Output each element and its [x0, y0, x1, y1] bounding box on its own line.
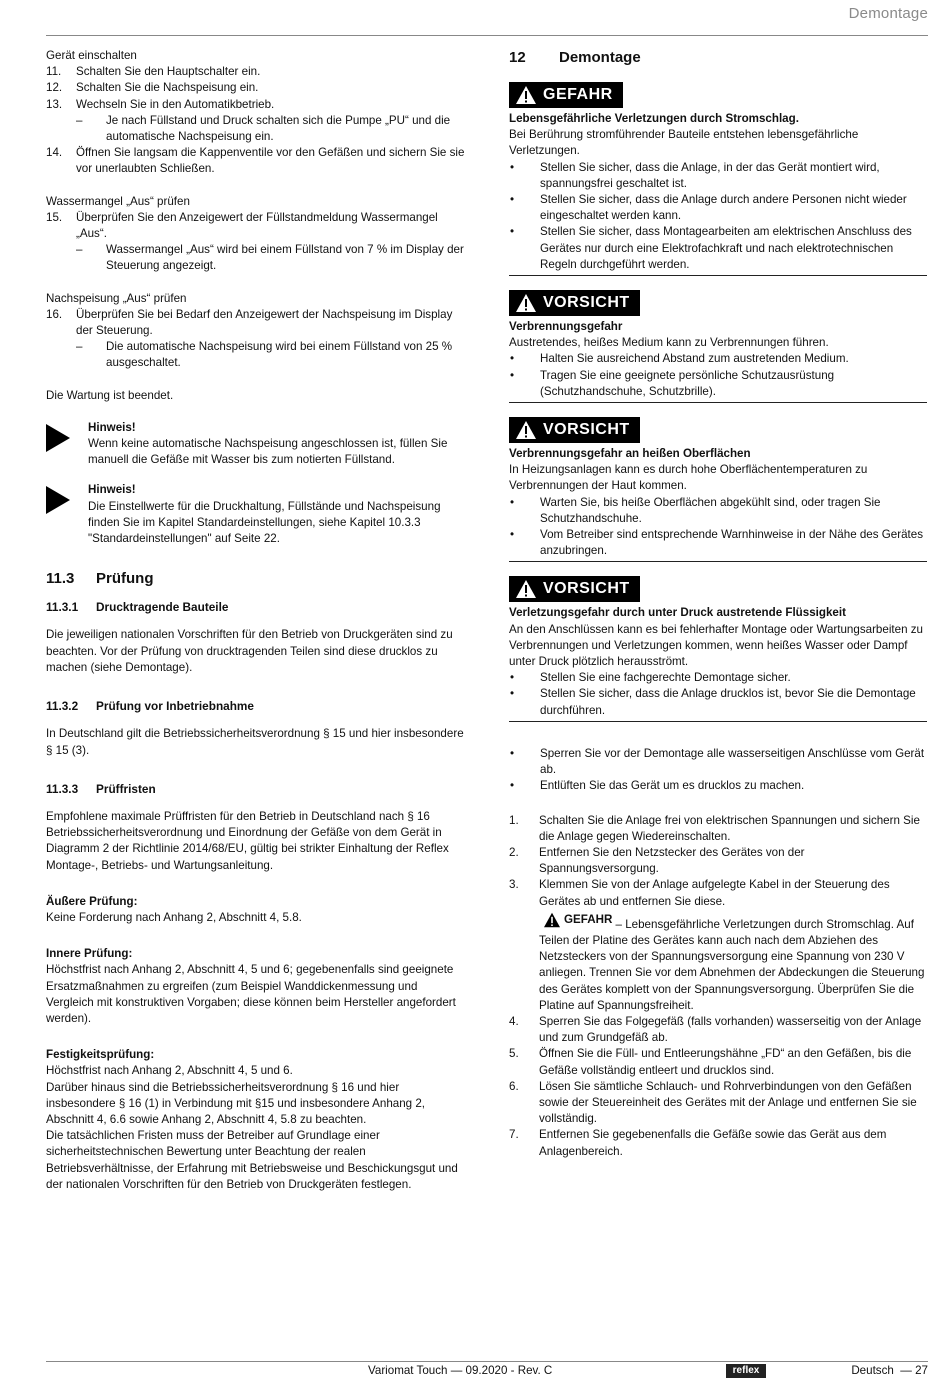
warning-triangle-icon — [515, 420, 537, 440]
inline-warning-label: GEFAHR — [539, 912, 612, 928]
list-item: 3. Klemmen Sie von der Anlage aufgelegte Kabel in der Steuerung des Gerätes ab und entfernen Sie diese. — [509, 878, 890, 908]
list-item: 2. Entfernen Sie den Netzstecker des Gerätes von der Spannungsversorgung. — [509, 845, 805, 876]
warning-text: Bei Berührung stromführender Bauteile entstehen lebensgefährliche Verletzungen. — [509, 128, 859, 158]
warning-title: Lebensgefährliche Verletzungen durch Stromschlag. — [509, 112, 799, 125]
paragraph: Höchstfrist nach Anhang 2, Abschnitt 4, 5 und 6. — [46, 1064, 293, 1078]
list-item: 15. Überprüfen Sie den Anzeigewert der Füllstandmeldung Wassermangel „Aus“. — [46, 210, 438, 241]
list-subitem: – Je nach Füllstand und Druck schalten sich die Pumpe „PU“ und die automatische Nachspeisung ein. — [76, 113, 451, 144]
subsection-heading: 11.3.1 Drucktragende Bauteile — [46, 600, 229, 615]
paragraph: Die tatsächlichen Fristen muss der Betreiber auf Grundlage einer sicherheitstechnischen Bewertung unter Beachtung der realen Betriebsverhältnisse, der Erfahrung mit Betriebsweise und Beschickungsgut und der nationalen Vorschriften für den Betrieb von Druckgeräten festlegen. — [46, 1129, 458, 1191]
list-subitem: – Die automatische Nachspeisung wird bei einem Füllstand von 25 % ausgeschaltet. — [76, 340, 453, 370]
list-item: • Tragen Sie eine geeignete persönliche Schutzausrüstung (Schutzhandschuhe, Schutzbrille). — [510, 368, 835, 398]
list-item: • Stellen Sie sicher, dass die Anlage drucklos ist, bevor Sie die Demontage durchführen. — [510, 687, 916, 717]
subheading-makeup-off: Nachspeisung „Aus“ prüfen — [46, 291, 187, 305]
list-item: 5. Öffnen Sie die Füll- und Entleerungshähne „FD“ an den Gefäßen, bis die Gefäße vollständig entleert und drucklos sind. — [509, 1047, 912, 1077]
warning-triangle-icon — [543, 912, 561, 928]
list-item: • Warten Sie, bis heiße Oberflächen abgekühlt sind, oder tragen Sie Schutzhandschuhe. — [510, 495, 881, 525]
reflex-logo: reflex — [726, 1364, 766, 1378]
section-heading: 12 Demontage — [509, 49, 641, 66]
paragraph: In Deutschland gilt die Betriebssicherheitsverordnung § 15 und hier insbesondere § 15 (3). — [46, 727, 464, 757]
list-item: 16. Überprüfen Sie bei Bedarf den Anzeigewert der Nachspeisung im Display der Steuerung. — [46, 307, 453, 338]
list-item: • Stellen Sie sicher, dass die Anlage durch andere Personen nicht wieder eingeschaltet werden kann. — [510, 193, 907, 223]
maintenance-done-text: Die Wartung ist beendet. — [46, 388, 174, 402]
warning-title: Verbrennungsgefahr an heißen Oberflächen — [509, 447, 751, 461]
steps-list-a — [46, 64, 466, 177]
arrow-right-icon — [46, 420, 88, 469]
list-item: 14. Öffnen Sie langsam die Kappenventile vor den Gefäßen und sichern Sie sie vor unerlaubten Schließen. — [46, 146, 465, 176]
strength-test-title: Festigkeitsprüfung: — [46, 1048, 155, 1062]
warning-badge: GEFAHR — [509, 82, 623, 108]
warning-badge: VORSICHT — [509, 290, 640, 316]
right-column — [509, 48, 927, 1160]
list-item: • Halten Sie ausreichend Abstand zum austretenden Medium. — [510, 352, 849, 366]
list-item: 4. Sperren Sie das Folgegefäß (falls vorhanden) wasserseitig von der Anlage und zum Grundgefäß ab. — [509, 1015, 922, 1045]
note-text: Wenn keine automatische Nachspeisung angeschlossen ist, füllen Sie manuell die Gefäße mit Wasser bis zum notierten Füllstand. — [88, 437, 448, 467]
warning-text: An den Anschlüssen kann es bei fehlerhafter Montage oder Wartungsarbeiten zu Verbrennungen und Verletzungen kommen, wenn heißes Wasser oder Dampf unter Druck plötzlich herausströmt. — [509, 622, 923, 669]
paragraph: Keine Forderung nach Anhang 2, Abschnitt 4, 5.8. — [46, 910, 302, 924]
inline-danger-warning — [509, 912, 927, 1014]
warning-box-caution — [509, 576, 927, 721]
inline-warning-text: – Lebensgefährliche Verletzungen durch Stromschlag. Auf Teilen der Platine des Gerätes kann auch nach dem Abziehen des Netzsteckers von der Spannungsversorgung eine Spannung von 230 V anliegen. Trennen Sie vor dem Abnehmen der Abdeckungen die Steuerung des Gerätes komplett von der Spannungsversorgung. Überprüfen Sie die Platine auf Spannungsfreiheit. — [539, 917, 925, 1012]
note-title: Hinweis! — [88, 483, 136, 497]
list-item: • Stellen Sie eine fachgerechte Demontage sicher. — [510, 671, 791, 685]
list-item: 7. Entfernen Sie gegebenenfalls die Gefäße sowie das Gerät aus dem Anlagenbereich. — [509, 1128, 887, 1158]
warning-box-caution — [509, 290, 927, 403]
subsection-heading: 11.3.2 Prüfung vor Inbetriebnahme — [46, 699, 254, 714]
paragraph: Empfohlene maximale Prüffristen für den Betrieb in Deutschland nach § 16 Betriebssicherheitsverordnung und Einordnung der Gefäße von dem Gerät in Diagramm 2 der Richtlinie 2014/68/EU, gültig bei strikter Einhaltung der Reflex Montage-, Betriebs- und Wartungsanleitung. — [46, 809, 449, 872]
warning-title: Verletzungsgefahr durch unter Druck austretende Flüssigkeit — [509, 606, 846, 620]
warning-triangle-icon — [515, 85, 537, 105]
list-item: • Vom Betreiber sind entsprechende Warnhinweise in der Nähe des Gerätes anzubringen. — [510, 528, 924, 558]
list-item: • Stellen Sie sicher, dass die Anlage, in der das Gerät montiert wird, spannungsfrei geschaltet ist. — [510, 160, 880, 190]
list-item: 11. Schalten Sie den Hauptschalter ein. — [46, 65, 261, 79]
list-item: 1. Schalten Sie die Anlage frei von elektrischen Spannungen und sichern Sie die Anlage gegen Wiedereinschalten. — [509, 813, 920, 843]
internal-test-title: Innere Prüfung: — [46, 947, 133, 961]
list-item: 13. Wechseln Sie in den Automatikbetrieb. — [46, 97, 275, 111]
warning-triangle-icon — [515, 579, 537, 599]
section-heading: 11.3 Prüfung — [46, 570, 154, 588]
list-item: 6. Lösen Sie sämtliche Schlauch- und Rohrverbindungen von den Gefäßen sowie der Steuereinheit des Gerätes mit der Anlage und entfernen Sie sie vollständig. — [509, 1079, 917, 1126]
subheading-water-shortage: Wassermangel „Aus“ prüfen — [46, 194, 190, 208]
list-subitem: – Wassermangel „Aus“ wird bei einem Füllstand von 7 % im Display der Steuerung angezeigt. — [76, 243, 464, 273]
list-item: 12. Schalten Sie die Nachspeisung ein. — [46, 81, 259, 95]
list-item: • Stellen Sie sicher, dass Montagearbeiten am elektrischen Anschluss des Gerätes nur durch eine Elektrofachkraft und nach elektrotechnischen Regeln durchgeführt werden. — [510, 225, 912, 271]
warning-text: In Heizungsanlagen kann es durch hohe Oberflächentemperaturen zu Verbrennungen der Haut kommen. — [509, 463, 868, 493]
warning-title: Verbrennungsgefahr — [509, 320, 623, 334]
external-test-title: Äußere Prüfung: — [46, 894, 138, 908]
list-item: • Entlüften Sie das Gerät um es drucklos zu machen. — [510, 779, 805, 793]
note-box — [46, 420, 466, 469]
note-text: Die Einstellwerte für die Druckhaltung, Füllstände und Nachspeisung finden Sie im Kapitel Standardeinstellungen, siehe Kapitel 10.3.3 "Standardeinstellungen" auf Seite 22. — [88, 499, 441, 546]
subsection-heading: 11.3.3 Prüffristen — [46, 781, 156, 796]
footer-divider — [46, 1361, 928, 1362]
footer-document-info: Variomat Touch — 09.2020 - Rev. C — [368, 1364, 553, 1377]
note-box — [46, 482, 466, 547]
warning-box-caution — [509, 417, 927, 562]
header-divider — [46, 35, 928, 36]
note-title: Hinweis! — [88, 420, 136, 434]
footer-page-number: Deutsch — 27 — [851, 1364, 928, 1377]
arrow-right-icon — [46, 482, 88, 547]
page-header-title: Demontage — [848, 5, 928, 22]
paragraph: Höchstfrist nach Anhang 2, Abschnitt 4, 5 und 6; gegebenenfalls sind geeignete Ersatzmaßnahmen zu ergreifen (zum Beispiel Wanddickenmessung und Vergleich mit konstruktiven Vorgaben; diese können beim Hersteller angefordert werden). — [46, 963, 456, 1025]
left-column — [46, 48, 466, 1193]
warning-triangle-icon — [515, 293, 537, 313]
list-item: • Sperren Sie vor der Demontage alle wasserseitigen Anschlüsse vom Gerät ab. — [510, 746, 925, 777]
paragraph: Darüber hinaus sind die Betriebssicherheitsverordnung § 16 und hier insbesondere § 16 (1) in Verbindung mit §15 und insbesondere Anhang 2, Abschnitt 4, 6.6 sowie Anhang 2, Abschnitt 4, 5.8 zu beachten. — [46, 1080, 426, 1126]
subheading-switch-on: Gerät einschalten — [46, 49, 137, 62]
paragraph: Die jeweiligen nationalen Vorschriften für den Betrieb von Druckgeräten sind zu beachten. Vor der Prüfung von drucktragenden Teilen sind diese drucklos zu machen (siehe Demontage). — [46, 628, 453, 674]
warning-badge: VORSICHT — [509, 417, 640, 443]
warning-text: Austretendes, heißes Medium kann zu Verbrennungen führen. — [509, 336, 829, 350]
warning-badge: VORSICHT — [509, 576, 640, 602]
warning-box-danger — [509, 82, 927, 276]
